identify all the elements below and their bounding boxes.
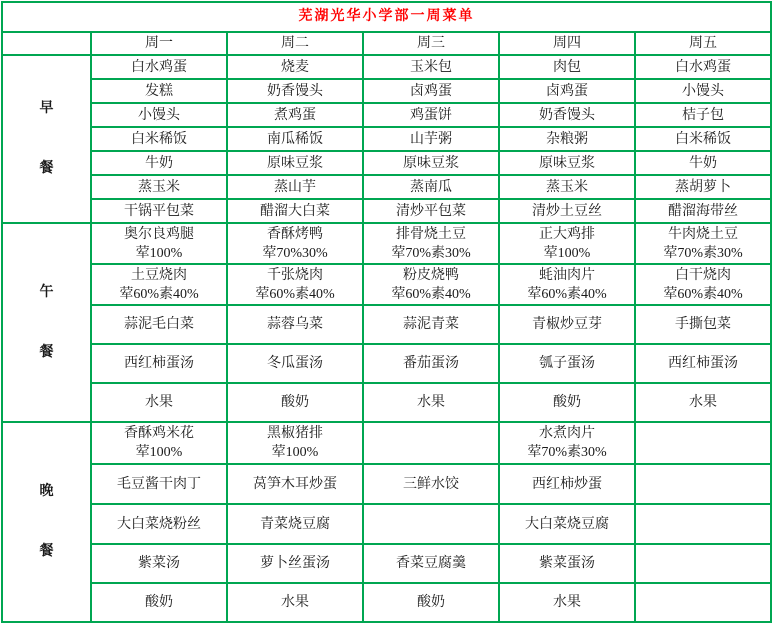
menu-cell xyxy=(499,223,635,264)
menu-cell xyxy=(499,504,635,544)
menu-cell xyxy=(499,264,635,305)
meat-veg-ratio: 荤60%素40% xyxy=(255,286,335,302)
dish-name: 发糕 xyxy=(145,83,173,99)
menu-cell xyxy=(227,305,363,344)
lunch-row xyxy=(2,264,771,305)
day-header: 周一 xyxy=(91,32,227,55)
section-label-lunch xyxy=(2,223,91,422)
dish-name: 千张烧肉 xyxy=(267,267,323,283)
dish-name: 白水鸡蛋 xyxy=(131,59,187,75)
day-header: 周二 xyxy=(227,32,363,55)
menu-cell xyxy=(363,127,499,151)
dish-name: 清炒平包菜 xyxy=(396,203,466,219)
title-row xyxy=(2,2,771,32)
menu-cell xyxy=(227,344,363,383)
menu-cell xyxy=(227,223,363,264)
menu-cell xyxy=(635,79,771,103)
dish-name: 土豆烧肉 xyxy=(131,267,187,283)
menu-cell xyxy=(91,504,227,544)
meat-veg-ratio: 荤100% xyxy=(271,445,319,460)
dish-name: 西红柿蛋汤 xyxy=(668,356,739,371)
menu-cell xyxy=(363,305,499,344)
menu-cell xyxy=(91,583,227,622)
dish-name: 香酥鸡米花 xyxy=(124,426,194,441)
menu-cell xyxy=(363,175,499,199)
menu-cell xyxy=(363,344,499,383)
menu-cell xyxy=(635,344,771,383)
menu-cell xyxy=(91,305,227,344)
menu-cell xyxy=(363,55,499,79)
dish-name: 小馒头 xyxy=(138,107,180,123)
dish-name: 水果 xyxy=(553,595,581,610)
meat-veg-ratio: 荤100% xyxy=(135,245,183,261)
dish-name: 水果 xyxy=(281,595,309,610)
dish-name: 白米稀饭 xyxy=(675,131,732,147)
dish-name: 南瓜稀饭 xyxy=(267,131,323,147)
menu-cell xyxy=(635,175,771,199)
menu-cell xyxy=(635,544,771,583)
menu-cell xyxy=(635,464,771,504)
menu-cell xyxy=(499,151,635,175)
dish-name: 奥尔良鸡腿 xyxy=(124,226,194,242)
dish-name: 冬瓜蛋汤 xyxy=(267,356,323,371)
dish-name: 水果 xyxy=(145,395,173,410)
menu-cell xyxy=(635,422,771,464)
dinner-row xyxy=(2,504,771,544)
menu-cell xyxy=(91,344,227,383)
menu-cell xyxy=(227,504,363,544)
menu-cell xyxy=(635,55,771,79)
dish-name: 紫菜蛋汤 xyxy=(539,556,595,571)
menu-cell xyxy=(227,79,363,103)
dish-name: 西红柿蛋汤 xyxy=(124,356,194,371)
dish-name: 蒸胡萝卜 xyxy=(675,179,732,195)
breakfast-row xyxy=(2,199,771,223)
dinner-row xyxy=(2,583,771,622)
dish-name: 瓠子蛋汤 xyxy=(539,356,595,371)
menu-cell xyxy=(635,305,771,344)
dish-name: 毛豆酱干肉丁 xyxy=(117,476,201,492)
menu-cell xyxy=(91,55,227,79)
lunch-row xyxy=(2,305,771,344)
menu-cell xyxy=(91,79,227,103)
dish-name: 水果 xyxy=(689,395,718,410)
meat-veg-ratio: 荤100% xyxy=(135,445,183,460)
menu-cell xyxy=(91,199,227,223)
menu-cell xyxy=(227,127,363,151)
dish-name: 酸奶 xyxy=(417,595,445,610)
breakfast-row xyxy=(2,151,771,175)
dish-name: 肉包 xyxy=(553,59,581,75)
menu-cell xyxy=(227,55,363,79)
section-label-char: 晚 xyxy=(39,484,54,499)
menu-cell xyxy=(499,127,635,151)
dish-name: 卤鸡蛋 xyxy=(546,83,588,99)
menu-cell xyxy=(499,55,635,79)
dish-name: 手撕包菜 xyxy=(675,317,732,332)
menu-cell xyxy=(363,504,499,544)
dinner-row xyxy=(2,422,771,464)
dish-name: 蒸玉米 xyxy=(138,179,180,195)
dish-name: 蒸山芋 xyxy=(274,179,316,195)
dish-name: 蒜蓉乌菜 xyxy=(267,317,323,332)
meat-veg-ratio: 荤70%素30% xyxy=(527,445,607,460)
menu-cell xyxy=(91,223,227,264)
menu-cell xyxy=(499,344,635,383)
page-title: 芜湖光华小学部一周菜单 xyxy=(2,2,771,32)
menu-cell xyxy=(363,422,499,464)
meat-veg-ratio: 荤70%素30% xyxy=(391,245,471,261)
section-label-dinner xyxy=(2,422,91,622)
dish-name: 牛奶 xyxy=(689,155,718,171)
menu-sheet xyxy=(1,1,772,621)
menu-cell xyxy=(91,383,227,422)
breakfast-row xyxy=(2,79,771,103)
menu-cell xyxy=(227,422,363,464)
menu-cell xyxy=(227,103,363,127)
day-header: 周五 xyxy=(635,32,771,55)
menu-cell xyxy=(635,223,771,264)
meat-veg-ratio: 荤60%素40% xyxy=(663,286,743,302)
menu-cell xyxy=(635,264,771,305)
dish-name: 番茄蛋汤 xyxy=(403,356,459,371)
dish-name: 蒜泥青菜 xyxy=(403,317,459,332)
day-header: 周四 xyxy=(499,32,635,55)
section-label-char: 餐 xyxy=(39,544,54,559)
day-header-row xyxy=(2,32,771,55)
dish-name: 蒸玉米 xyxy=(546,179,588,195)
menu-cell xyxy=(635,127,771,151)
menu-cell xyxy=(227,175,363,199)
meat-veg-ratio: 荤60%素40% xyxy=(527,286,607,302)
menu-cell xyxy=(499,79,635,103)
section-label-char: 早 xyxy=(39,101,54,116)
dish-name: 香酥烤鸭 xyxy=(267,226,323,242)
menu-cell xyxy=(363,583,499,622)
menu-cell xyxy=(499,422,635,464)
dish-name: 蚝油肉片 xyxy=(539,267,595,283)
menu-cell xyxy=(363,223,499,264)
menu-cell xyxy=(227,264,363,305)
corner-cell xyxy=(2,32,91,55)
menu-cell xyxy=(227,464,363,504)
dish-name: 大白菜烧豆腐 xyxy=(525,516,609,532)
dish-name: 水煮肉片 xyxy=(539,426,595,441)
menu-cell xyxy=(91,464,227,504)
dish-name: 牛肉烧土豆 xyxy=(668,226,739,242)
dish-name: 香菜豆腐羹 xyxy=(396,556,466,571)
section-label-breakfast xyxy=(2,55,91,223)
dish-name: 杂粮粥 xyxy=(546,131,588,147)
menu-cell xyxy=(227,151,363,175)
menu-cell xyxy=(91,127,227,151)
dish-name: 黑椒猪排 xyxy=(267,426,323,441)
dish-name: 紫菜汤 xyxy=(138,556,180,571)
menu-cell xyxy=(91,264,227,305)
dish-name: 干锅平包菜 xyxy=(124,203,194,219)
meat-veg-ratio: 荤60%素40% xyxy=(119,286,199,302)
menu-cell xyxy=(363,464,499,504)
menu-cell xyxy=(635,151,771,175)
menu-cell xyxy=(499,199,635,223)
dinner-row xyxy=(2,544,771,583)
lunch-row xyxy=(2,383,771,422)
dish-name: 青椒炒豆芽 xyxy=(532,317,602,332)
menu-cell xyxy=(363,544,499,583)
dish-name: 玉米包 xyxy=(410,59,452,75)
dish-name: 山芋粥 xyxy=(410,131,452,147)
dish-name: 水果 xyxy=(417,395,445,410)
dish-name: 牛奶 xyxy=(145,155,173,171)
breakfast-row xyxy=(2,55,771,79)
dish-name: 煮鸡蛋 xyxy=(274,107,316,123)
menu-cell xyxy=(635,383,771,422)
menu-cell xyxy=(499,383,635,422)
menu-cell xyxy=(363,264,499,305)
section-label-char: 餐 xyxy=(39,161,54,176)
menu-cell xyxy=(91,175,227,199)
menu-cell xyxy=(635,504,771,544)
dinner-row xyxy=(2,464,771,504)
menu-cell xyxy=(91,422,227,464)
lunch-row xyxy=(2,344,771,383)
menu-cell xyxy=(499,103,635,127)
dish-name: 酸奶 xyxy=(281,395,309,410)
dish-name: 蒜泥毛白菜 xyxy=(124,317,194,332)
dish-name: 大白菜烧粉丝 xyxy=(117,516,201,532)
dish-name: 烧麦 xyxy=(281,59,309,75)
dish-name: 奶香馒头 xyxy=(267,83,323,99)
menu-cell xyxy=(499,175,635,199)
menu-cell xyxy=(499,305,635,344)
dish-name: 排骨烧土豆 xyxy=(396,226,466,242)
menu-cell xyxy=(363,79,499,103)
menu-cell xyxy=(499,583,635,622)
dish-name: 三鲜水饺 xyxy=(403,476,459,492)
dish-name: 西红柿炒蛋 xyxy=(532,476,602,492)
meat-veg-ratio: 荤70%30% xyxy=(262,245,328,261)
lunch-row xyxy=(2,223,771,264)
dish-name: 萝卜丝蛋汤 xyxy=(260,556,330,571)
dish-name: 醋溜海带丝 xyxy=(668,203,739,219)
menu-cell xyxy=(91,103,227,127)
menu-cell xyxy=(227,583,363,622)
section-label-char: 午 xyxy=(39,284,54,300)
menu-cell xyxy=(635,199,771,223)
dish-name: 清炒土豆丝 xyxy=(532,203,602,219)
dish-name: 白干烧肉 xyxy=(675,267,732,283)
menu-cell xyxy=(91,151,227,175)
dish-name: 正大鸡排 xyxy=(539,226,595,242)
dish-name: 醋溜大白菜 xyxy=(260,203,330,219)
menu-cell xyxy=(499,544,635,583)
menu-cell xyxy=(363,103,499,127)
dish-name: 蒸南瓜 xyxy=(410,179,452,195)
dish-name: 青菜烧豆腐 xyxy=(260,516,330,532)
meat-veg-ratio: 荤70%素30% xyxy=(663,245,743,261)
section-label-char: 餐 xyxy=(39,344,54,360)
menu-cell xyxy=(363,199,499,223)
dish-name: 白水鸡蛋 xyxy=(675,59,732,75)
menu-cell xyxy=(91,544,227,583)
menu-cell xyxy=(227,544,363,583)
breakfast-row xyxy=(2,103,771,127)
menu-cell xyxy=(635,103,771,127)
dish-name: 白米稀饭 xyxy=(131,131,187,147)
menu-cell xyxy=(227,199,363,223)
breakfast-row xyxy=(2,127,771,151)
dish-name: 莴笋木耳炒蛋 xyxy=(253,476,337,492)
menu-cell xyxy=(499,464,635,504)
meat-veg-ratio: 荤60%素40% xyxy=(391,286,471,302)
dish-name: 原味豆浆 xyxy=(403,155,459,171)
dish-name: 原味豆浆 xyxy=(267,155,323,171)
dish-name: 奶香馒头 xyxy=(539,107,595,123)
dish-name: 粉皮烧鸭 xyxy=(403,267,459,283)
dish-name: 卤鸡蛋 xyxy=(410,83,452,99)
menu-cell xyxy=(363,383,499,422)
weekly-menu-table xyxy=(1,1,772,623)
menu-cell xyxy=(363,151,499,175)
dish-name: 桔子包 xyxy=(682,107,725,123)
dish-name: 原味豆浆 xyxy=(539,155,595,171)
breakfast-row xyxy=(2,175,771,199)
day-header: 周三 xyxy=(363,32,499,55)
menu-cell xyxy=(635,583,771,622)
meat-veg-ratio: 荤100% xyxy=(543,245,591,261)
dish-name: 鸡蛋饼 xyxy=(410,107,452,123)
dish-name: 酸奶 xyxy=(145,595,173,610)
menu-cell xyxy=(227,383,363,422)
dish-name: 酸奶 xyxy=(553,395,581,410)
dish-name: 小馒头 xyxy=(682,83,725,99)
